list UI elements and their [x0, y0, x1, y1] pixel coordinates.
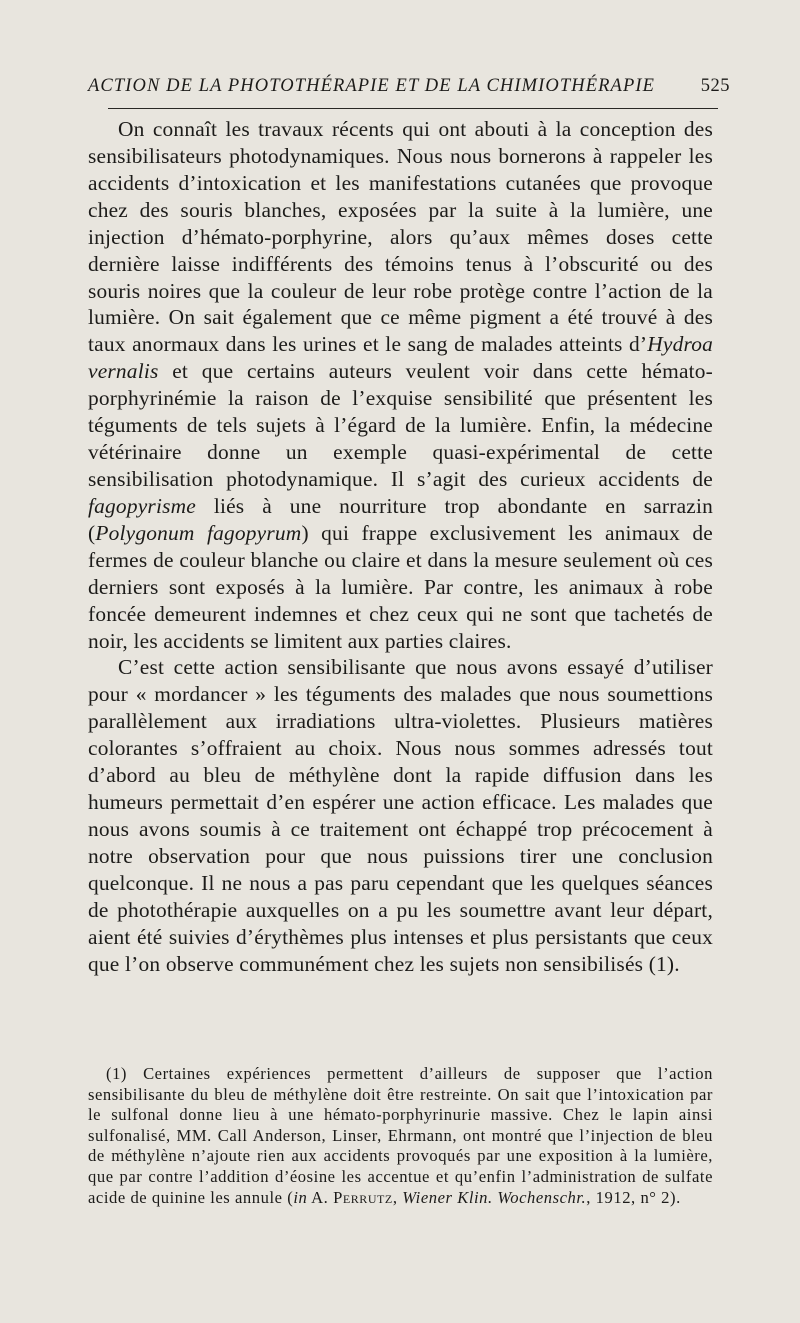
italic-term-fagopyrisme: fagopyrisme [88, 493, 196, 518]
journal-title: Wiener Klin. Wochenschr. [402, 1187, 587, 1207]
text-run: , [392, 1187, 403, 1207]
paragraph [88, 116, 713, 654]
author-name: Perrutz [333, 1187, 393, 1207]
header-rule [108, 108, 718, 109]
text-run: , 1912, n° 2). [586, 1187, 681, 1207]
running-header [88, 72, 730, 102]
text-run: On connaît les travaux récents qui ont abouti à la conception des sensibilisateurs photodynamiques. Nous nous bornerons à rappeler les accidents d’intoxication et les manifestations cutanées que provoque chez des souris blanches, exposées par la suite à la lumière, une injection d’hémato-porphyrine, alors qu’aux mêmes doses cette dernière laisse indifférents des témoins tenus à l’obscurité ou des souris noires que la couleur de leur robe protège contre l’action de la lumière. On sait également que ce même pigment a été trouvé à des taux anormaux dans les urines et le sang de malades atteints d’ [88, 117, 713, 357]
text-run: et que certains auteurs veulent voir dans cette hémato-porphyrinémie la raison de l’exquise sensibilité que présentent les téguments de tels sujets à l’égard de la lumière. Enfin, la médecine vétérinaire donne un exemple quasi-expérimental de cette sensibilisation photodynamique. Il s’agit des curieux accidents de [88, 359, 713, 491]
italic-term-hydroa: Hydroa vernalis [88, 332, 713, 384]
footnote-paragraph [88, 1064, 713, 1208]
footnote [88, 1064, 713, 1208]
italic-term-polygonum: Polygonum fagopyrum [95, 520, 302, 545]
page-number: 525 [700, 76, 730, 96]
text-run: ) qui frappe exclusivement les animaux de fermes de couleur blanche ou claire et dans la mesure seulement où ces derniers sont exposés à la lumière. Par contre, les animaux à robe foncée demeurent indemnes et chez ceux qui ne sont que tachetés de noir, les accidents se limitent aux parties claires. [88, 520, 713, 653]
italic-in: in [293, 1187, 308, 1207]
text-run: A. [307, 1187, 334, 1207]
text-run: liés à une nourriture trop abondante en sarrazin ( [88, 493, 713, 545]
main-text [88, 116, 713, 978]
running-title: ACTION DE LA PHOTOTHÉRAPIE ET DE LA CHIMIOTHÉRAPIE [88, 76, 656, 96]
text-run: (1) Certaines expériences permettent d’ailleurs de supposer que l’action sensibilisante du bleu de méthylène doit être restreinte. On sait que l’intoxication par le sulfonal donne lieu à une hémato-porphyrinurie massive. Chez le lapin ainsi sulfonalisé, MM. Call Anderson, Linser, Ehrmann, ont montré que l’injection de bleu de méthylène n’ajoute rien aux accidents provoqués par une exposition à la lumière, que par contre l’addition d’éosine les accentue et qu’enfin l’administration de sulfate acide de quinine les annule ( [88, 1064, 713, 1207]
paragraph: C’est cette action sensibilisante que nous avons essayé d’utiliser pour « mordancer » les téguments des malades que nous soumettions parallèlement aux irradiations ultra-violettes. Plusieurs matières colorantes s’offraient au choix. Nous nous sommes adressés tout d’abord au bleu de méthylène dont la rapide diffusion dans les humeurs permettait d’en espérer une action efficace. Les malades que nous avons soumis à ce traitement ont échappé trop précocement à notre observation pour que nous puissions tirer une conclusion quelconque. Il ne nous a pas paru cependant que les quelques séances de photothérapie auxquelles on a pu les soumettre avant leur départ, aient été suivies d’érythèmes plus intenses et plus persistants que ceux que l’on observe communément chez les sujets non sensibilisés (1). [88, 655, 713, 976]
